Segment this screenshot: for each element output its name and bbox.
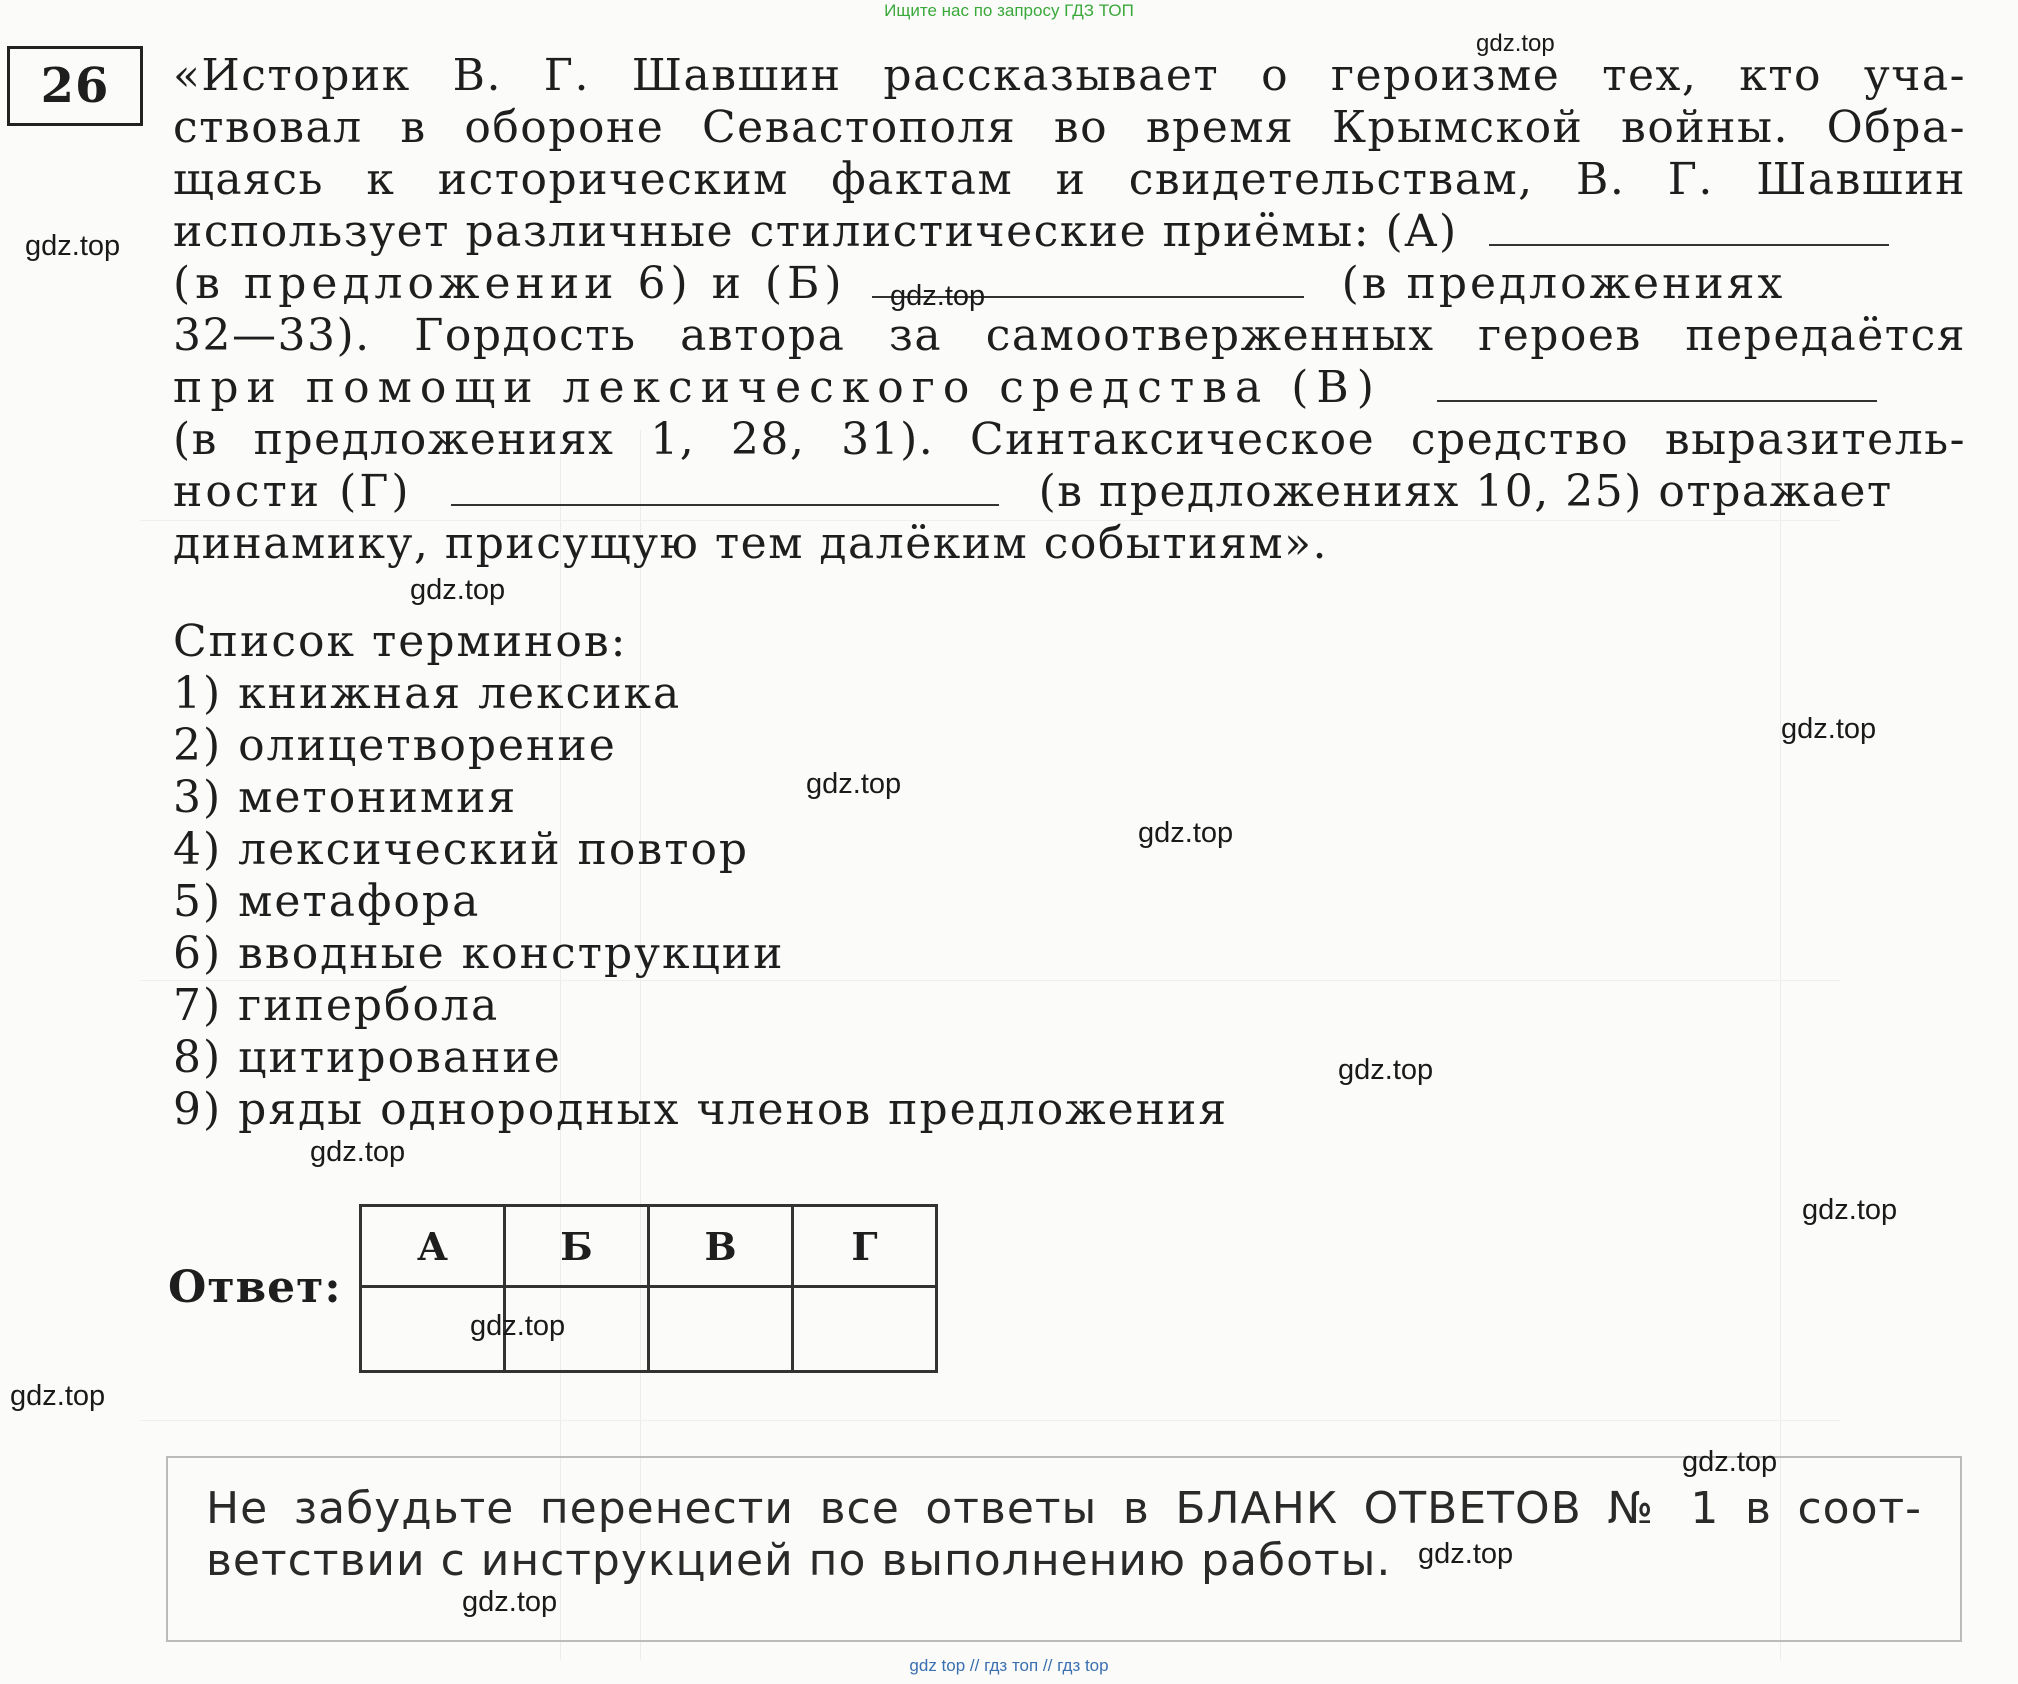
watermark: gdz.top	[1802, 1194, 1898, 1226]
watermark: gdz.top	[1138, 817, 1234, 849]
answer-cell-g[interactable]	[793, 1287, 937, 1372]
reminder-line: ветствии с инструкцией по выполнению работы.	[206, 1535, 1392, 1586]
blank-a[interactable]	[1489, 210, 1889, 246]
watermark: gdz.top	[25, 230, 121, 262]
watermark: gdz.top	[410, 574, 506, 606]
term-item: 9) ряды однородных членов предложения	[173, 1084, 1229, 1135]
watermark: gdz.top	[470, 1310, 566, 1342]
paragraph-line	[173, 258, 1966, 310]
reminder-box	[166, 1456, 1962, 1642]
paragraph-line: 32—33). Гордость автора за самоотверженных героев передаётся	[173, 310, 1966, 361]
task-number: 26	[40, 58, 110, 114]
term-item: 2) олицетворение	[173, 720, 617, 771]
ghost-grid-line	[140, 1420, 1840, 1421]
answer-cell-v[interactable]	[649, 1287, 793, 1372]
term-item: 6) вводные конструкции	[173, 928, 785, 979]
watermark: gdz.top	[806, 768, 902, 800]
task-paragraph	[173, 50, 1966, 570]
paragraph-fragment: использует различные стилистические приёмы: (А)	[173, 206, 1458, 257]
watermark: gdz.top	[1338, 1054, 1434, 1086]
header-note[interactable]: Ищите нас по запросу ГДЗ ТОП	[884, 1, 1134, 20]
paragraph-line	[173, 362, 1966, 414]
watermark: gdz.top	[310, 1136, 406, 1168]
paragraph-line	[173, 466, 1966, 518]
answer-column-v: В	[649, 1206, 793, 1287]
blank-g[interactable]	[451, 470, 999, 506]
watermark: gdz.top	[1418, 1538, 1514, 1570]
answer-table	[359, 1204, 938, 1373]
paragraph-line	[173, 206, 1966, 258]
watermark: gdz.top	[462, 1586, 558, 1618]
terms-title: Список терминов:	[173, 616, 628, 667]
answer-column-g: Г	[793, 1206, 937, 1287]
paragraph-line: динамику, присущую тем далёким событиям».	[173, 518, 1328, 569]
watermark: gdz.top	[1682, 1446, 1778, 1478]
terms-list	[173, 668, 1228, 1136]
task-number-box	[7, 46, 143, 126]
paragraph-line: щаясь к историческим фактам и свидетельствам, В. Г. Шавшин	[173, 154, 1966, 205]
answer-header-row	[361, 1206, 937, 1287]
watermark: gdz.top	[1781, 713, 1877, 745]
paragraph-line: ствовал в обороне Севастополя во время Крымской войны. Обра-	[173, 102, 1966, 153]
watermark: gdz.top	[1476, 30, 1555, 57]
term-item: 8) цитирование	[173, 1032, 562, 1083]
answer-input-row	[361, 1287, 937, 1372]
term-item: 4) лексический повтор	[173, 824, 750, 875]
paragraph-fragment: при помощи лексического средства (В)	[173, 362, 1382, 413]
answer-column-a: А	[361, 1206, 505, 1287]
term-item: 5) метафора	[173, 876, 481, 927]
blank-v[interactable]	[1437, 366, 1877, 402]
footer-note[interactable]: gdz top // гдз топ // гдз top	[909, 1656, 1109, 1675]
term-item: 7) гипербола	[173, 980, 500, 1031]
answer-label: Ответ:	[168, 1262, 342, 1313]
watermark: gdz.top	[890, 280, 986, 312]
paragraph-fragment: (в предложении 6) и (Б)	[173, 258, 847, 309]
paragraph-line: (в предложениях 1, 28, 31). Синтаксическое средство выразитель-	[173, 414, 1966, 465]
paragraph-fragment: ности (Г)	[173, 466, 412, 517]
watermark: gdz.top	[10, 1380, 106, 1412]
answer-column-b: Б	[505, 1206, 649, 1287]
term-item: 1) книжная лексика	[173, 668, 682, 719]
paragraph-line: «Историк В. Г. Шавшин рассказывает о героизме тех, кто уча-	[173, 50, 1966, 101]
term-item: 3) метонимия	[173, 772, 518, 823]
paragraph-fragment: (в предложениях 10, 25) отражает	[1038, 466, 1893, 517]
paragraph-fragment: (в предложениях	[1341, 258, 1786, 309]
reminder-line: Не забудьте перенести все ответы в БЛАНК ОТВЕТОВ № 1 в соот-	[206, 1483, 1922, 1534]
